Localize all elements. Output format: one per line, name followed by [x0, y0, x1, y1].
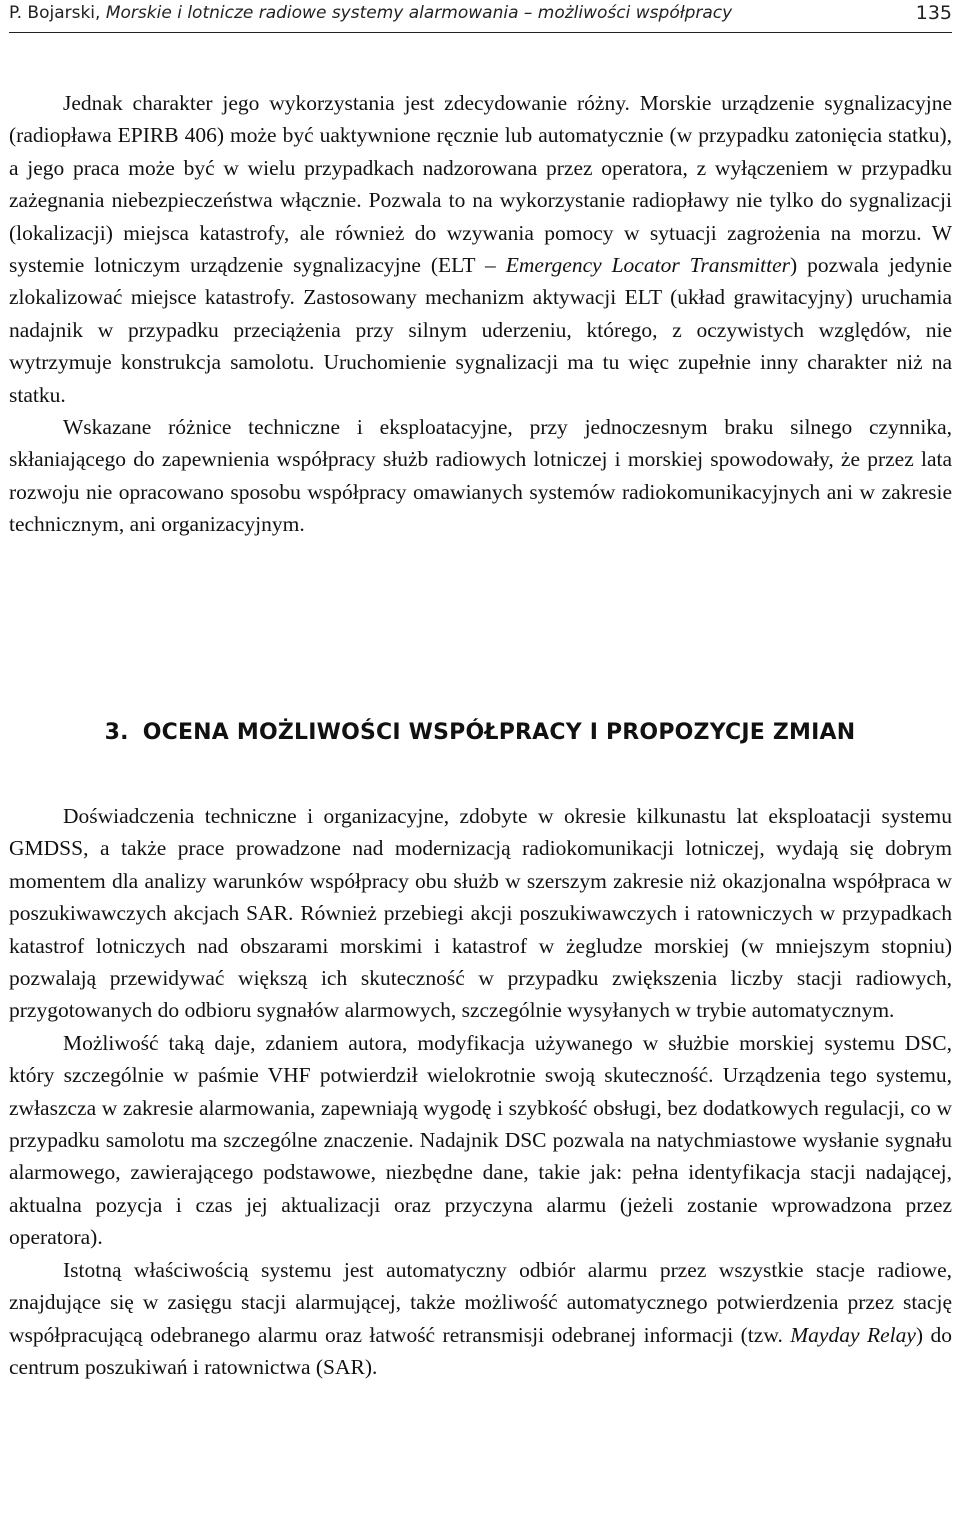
- running-head-title: P. Bojarski, Morskie i lotnicze radiowe systemy alarmowania – możliwości współpracy: [9, 3, 733, 23]
- header-rule: [9, 32, 952, 33]
- section-number: 3.: [104, 720, 129, 745]
- page-number: 135: [915, 2, 952, 24]
- body-text-top: [9, 87, 952, 541]
- section-title: OCENA MOŻLIWOŚCI WSPÓŁPRACY I PROPOZYCJE ZMIAN: [142, 720, 856, 745]
- paragraph: Wskazane różnice techniczne i eksploatacyjne, przy jednoczesnym braku silnego czynnika, skłaniającego do zapewnienia współpracy służb radiowych lotniczej i morskiej spowodowały, że przez lata rozwoju nie opracowano sposobu współpracy omawianych systemów radiokomunikacyjnych ani w zakresie technicznym, ani organizacyjnym.: [9, 415, 952, 537]
- paragraph: Jednak charakter jego wykorzystania jest zdecydowanie różny. Morskie urządzenie sygnalizacyjne (radiopława EPIRB 406) może być uaktywnione ręcznie lub automatycznie (w przypadku zatonięcia statku), a jego praca może być w wielu przypadkach nadzorowana przez operatora, z wyłączeniem w przypadku zażegnania niebezpieczeństwa włącznie. Pozwala to na wykorzystanie radiopławy nie tylko do sygnalizacji (lokalizacji) miejsca katastrofy, ale również do wzywania pomocy w sytuacji zagrożenia na morzu. W systemie lotniczym urządzenie sygnalizacyjne (ELT – Emergency Locator Transmitter) pozwala jedynie zlokalizować miejsce katastrofy. Zastosowany mechanizm aktywacji ELT (układ grawitacyjny) uruchamia nadajnik w przypadku przeciążenia przy silnym uderzeniu, którego, z oczywistych względów, nie wytrzymuje konstrukcja samolotu. Uruchomienie sygnalizacji ma tu więc zupełnie inny charakter niż na statku.: [9, 91, 952, 407]
- paragraph: Istotną właściwością systemu jest automatyczny odbiór alarmu przez wszystkie stacje radiowe, znajdujące się w zasięgu stacji alarmującej, także możliwość automatycznego potwierdzenia przez stację współpracującą odebranego alarmu oraz łatwość retransmisji odebranej informacji (tzw. Mayday Relay) do centrum poszukiwań i ratownictwa (SAR).: [9, 1257, 952, 1379]
- paragraph: Doświadczenia techniczne i organizacyjne, zdobyte w okresie kilkunastu lat eksploatacji systemu GMDSS, a także prace prowadzone nad modernizacją radiokomunikacji lotniczej, wydają się dobrym momentem dla analizy warunków współpracy obu służb w szerszym zakresie niż okazjonalna współpraca w poszukiwawczych akcjach SAR. Również przebiegi akcji poszukiwawczych i ratowniczych w przypadkach katastrof lotniczych nad obszarami morskimi i katastrof w żegludze morskiej (w mniejszym stopniu) pozwalają przewidywać większą ich skuteczność w przypadku zwiększenia liczby stacji radiowych, przygotowanych do odbioru sygnałów alarmowych, szczególnie wysyłanych w trybie automatycznym.: [9, 804, 952, 1023]
- body-text-bottom: [9, 800, 952, 1383]
- running-head: [9, 0, 952, 26]
- section-heading: [0, 712, 960, 754]
- paragraph: Możliwość taką daje, zdaniem autora, modyfikacja używanego w służbie morskiej systemu DSC, który szczególnie w paśmie VHF potwierdził wielokrotnie swoją skuteczność. Urządzenia tego systemu, zwłaszcza w zakresie alarmowania, zapewniają wygodę i szybkość obsługi, bez dodatkowych regulacji, co w przypadku samolotu ma szczególne znaczenie. Nadajnik DSC pozwala na natychmiastowe wysłanie sygnału alarmowego, zawierającego podstawowe, niezbędne dane, takie jak: pełna identyfikacja stacji nadającej, aktualna pozycja i czas jej aktualizacji oraz przyczyna alarmu (jeżeli zostanie wprowadzona przez operatora).: [9, 1030, 952, 1250]
